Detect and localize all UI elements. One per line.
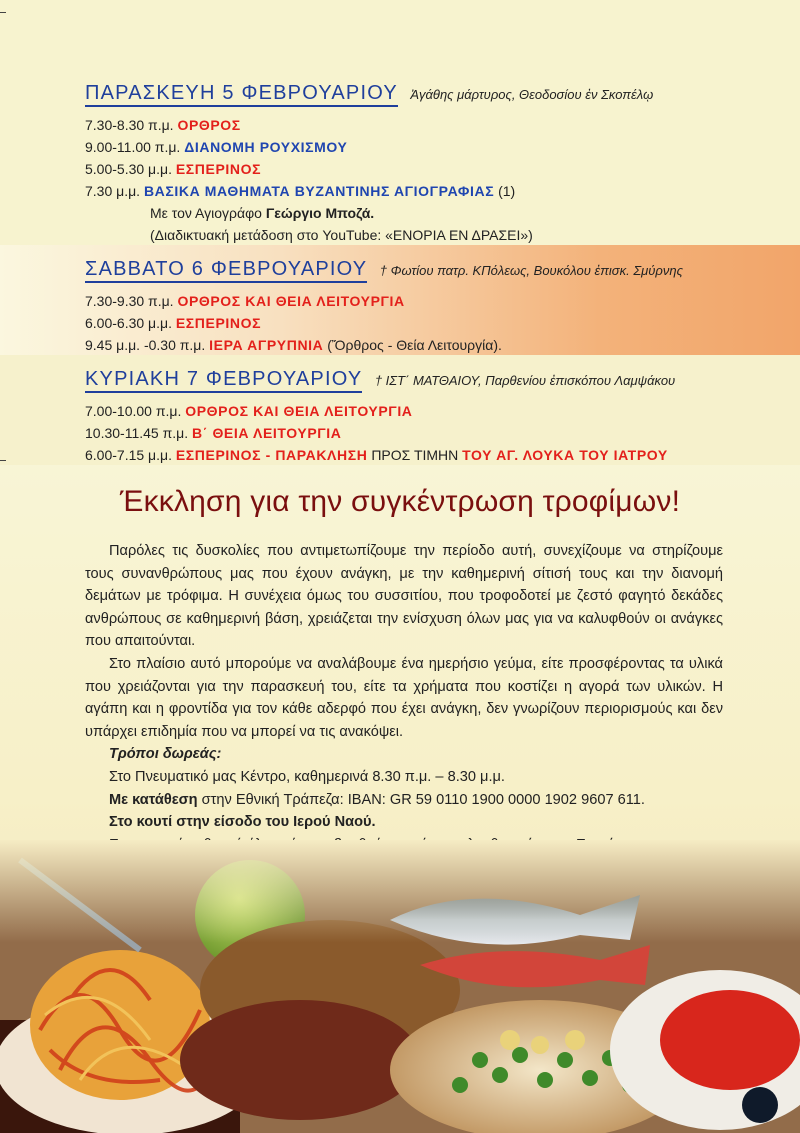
item-label: ΕΣΠΕΡΙΝΟΣ — [175, 161, 262, 177]
item-label: ΟΡΘΡΟΣ ΚΑΙ ΘΕΙΑ ΛΕΙΤΟΥΡΓΙΑ — [177, 293, 405, 309]
schedule-item — [85, 183, 775, 199]
item-label: ΕΣΠΕΡΙΝΟΣ — [175, 315, 262, 331]
item-label: ΟΡΘΡΟΣ ΚΑΙ ΘΕΙΑ ΛΕΙΤΟΥΡΓΙΑ — [185, 403, 413, 419]
schedule-item — [85, 447, 775, 463]
donation-way: Στο Πνευματικό μας Κέντρο, καθημερινά 8.30 π.μ. – 8.30 μ.μ. — [109, 768, 505, 785]
way-bold: Με κατάθεση — [109, 791, 198, 808]
way-rest: στην Εθνική Τράπεζα: IBAN: GR 59 0110 1900 0000 1902 9607 611. — [201, 791, 645, 808]
day-saints: † Φωτίου πατρ. ΚΠόλεως, Βουκόλου ἐπισκ. Σμύρνης — [379, 263, 683, 278]
item-suffix: (1) — [498, 183, 516, 199]
item-label: Β΄ ΘΕΙΑ ΛΕΙΤΟΥΡΓΙΑ — [191, 425, 342, 441]
item-time: 5.00-5.30 μ.μ. — [85, 161, 172, 177]
item-time: 6.00-6.30 μ.μ. — [85, 315, 172, 331]
schedule-item — [85, 293, 775, 309]
item-label: ΒΑΣΙΚΑ ΜΑΘΗΜΑΤΑ ΒΥΖΑΝΤΙΝΗΣ ΑΓΙΟΓΡΑΦΙΑΣ — [143, 183, 495, 199]
iconographer-name: Γεώργιο Μποζά. — [265, 205, 375, 221]
item-time: 9.00-11.00 π.μ. — [85, 139, 181, 155]
day-header — [85, 368, 775, 391]
appeal-paragraph: Στο πλαίσιο αυτό μπορούμε να αναλάβουμε ένα ημερήσιο γεύμα, είτε προσφέροντας τα υλικά που χρειάζονται για την παρασκευή του, είτε τα χρήματα που κοστίζει η αγορά των υλικών. Η αγάπη και η φροντίδα για τον κάθε αδερφό που έχει ανάγκη, δεν γνωρίζουν περιορισμούς και δεν υπάρχει επιδημία που να μπορεί να τις ανακόψει. — [85, 655, 723, 740]
day-saints: † ΙΣΤ΄ ΜΑΤΘΑΙΟΥ, Παρθενίου ἐπισκόπου Λαμψάκου — [374, 373, 676, 388]
schedule-item — [85, 117, 775, 133]
item-time: 9.45 μ.μ. -0.30 π.μ. — [85, 337, 206, 353]
crop-mark — [0, 460, 6, 461]
item-suffix: (Ὄρθρος - Θεία Λειτουργία). — [327, 337, 502, 353]
item-time: 7.30 μ.μ. — [85, 183, 141, 199]
day-title: ΠΑΡΑΣΚΕΥΗ 5 ΦΕΒΡΟΥΑΡΙΟΥ — [85, 82, 398, 107]
donation-way — [85, 789, 723, 812]
appeal-paragraph: Παρόλες τις δυσκολίες που αντιμετωπίζουμε την περίοδο αυτή, συνεχίζουμε να στηρίζουμε τους συνανθρώπους μας που έχουν ανάγκη, με την καθημερινή σίτισή τους και την διανομή δεμάτων με τρόφιμα. Η συνέχεια όμως του συσσιτίου, που τροφοδοτεί με ζεστό φαγητό δεκάδες ανθρώπους σε καθημερινή βάση, χρειάζεται την ενίσχυση όλων μας για να καλυφθούν οι ανάγκες που απαιτούνται. — [85, 543, 723, 650]
donation-ways-title — [85, 743, 723, 766]
food-illustration — [0, 840, 800, 1133]
day-header — [85, 82, 775, 105]
appeal-body — [85, 540, 723, 856]
item-time: 7.30-8.30 π.μ. — [85, 117, 174, 133]
schedule-item — [85, 403, 775, 419]
schedule-item — [85, 337, 775, 353]
schedule-item — [85, 315, 775, 331]
crop-mark — [0, 12, 6, 13]
item-label: ΕΣΠΕΡΙΝΟΣ - ΠΑΡΑΚΛΗΣΗ — [175, 447, 368, 463]
item-time: 7.30-9.30 π.μ. — [85, 293, 174, 309]
appeal-title: Έκκληση για την συγκέντρωση τροφίμων! — [119, 485, 681, 518]
item-label: ΔΙΑΝΟΜΗ ΡΟΥΧΙΣΜΟΥ — [184, 139, 348, 155]
day-saturday — [85, 258, 775, 353]
day-header — [85, 258, 775, 281]
item-label-2: ΤΟΥ ΑΓ. ΛΟΥΚΑ ΤΟΥ ΙΑΤΡΟΥ — [462, 447, 668, 463]
donation-way: Στο κουτί στην είσοδο του Ιερού Ναού. — [109, 814, 376, 831]
iconographer-note — [85, 205, 775, 221]
ways-title: Τρόποι δωρεάς: — [109, 746, 222, 763]
day-title: ΚΥΡΙΑΚΗ 7 ΦΕΒΡΟΥΑΡΙΟΥ — [85, 368, 362, 393]
item-time: 10.30-11.45 π.μ. — [85, 425, 189, 441]
broadcast-note: (Διαδικτυακή μετάδοση στο YouTube: «ΕΝΟΡΙΑ ΕΝ ΔΡΑΣΕΙ») — [150, 227, 533, 243]
item-time: 7.00-10.00 π.μ. — [85, 403, 182, 419]
day-friday — [85, 82, 775, 243]
note-prefix: Με τον Αγιογράφο — [150, 205, 262, 221]
day-sunday — [85, 368, 775, 463]
item-label: ΙΕΡΑ ΑΓΡΥΠΝΙΑ — [209, 337, 324, 353]
day-saints: Ἀγάθης μάρτυρος, Θεοδοσίου ἐν Σκοπέλῳ — [410, 87, 654, 102]
schedule-item — [85, 139, 775, 155]
day-title: ΣΑΒΒΑΤΟ 6 ΦΕΒΡΟΥΑΡΙΟΥ — [85, 258, 367, 283]
item-middle: ΠΡΟΣ ΤΙΜΗΝ — [371, 447, 459, 463]
schedule-item — [85, 425, 775, 441]
schedule-item — [85, 161, 775, 177]
item-label: ΟΡΘΡΟΣ — [177, 117, 241, 133]
item-time: 6.00-7.15 μ.μ. — [85, 447, 172, 463]
